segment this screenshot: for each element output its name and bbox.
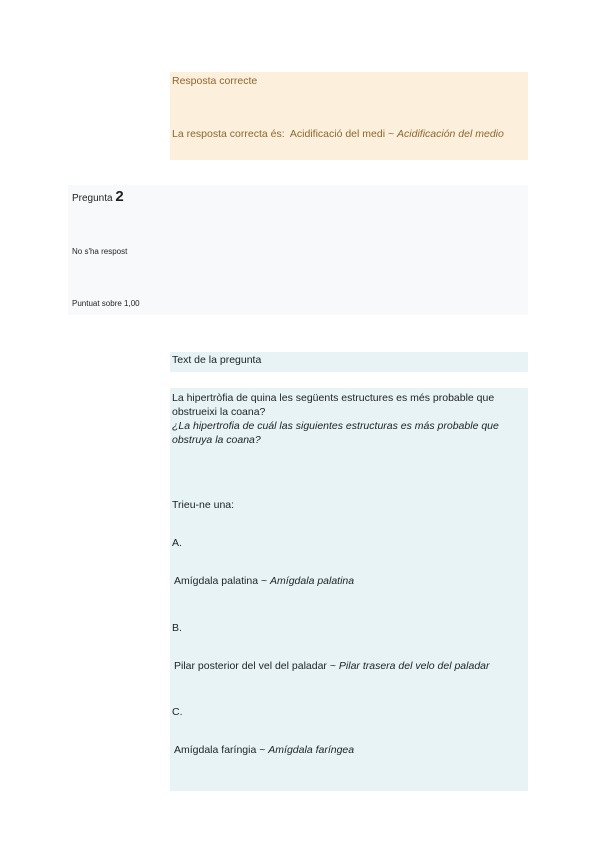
question-info-panel — [68, 185, 528, 315]
correct-answer-separator: ~ — [387, 128, 395, 140]
question-text-es: ¿La hipertrofia de cuál las siguientes estructuras es más probable que obstruya la coana? — [172, 420, 499, 446]
feedback-status: Resposta correcte — [172, 75, 258, 87]
question-label: Pregunta — [72, 193, 113, 204]
option-c-ca: Amígdala faríngia — [174, 744, 257, 756]
question-grade: Puntuat sobre 1,00 — [72, 299, 140, 308]
option-b[interactable] — [174, 660, 490, 672]
option-b-es: Pilar trasera del velo del paladar — [338, 660, 490, 672]
option-c-separator: ~ — [259, 744, 266, 756]
option-a-letter: A. — [172, 537, 182, 549]
option-b-letter: B. — [172, 622, 182, 634]
question-text-heading: Text de la pregunta — [170, 352, 528, 372]
correct-answer — [172, 127, 524, 142]
question-state: No s'ha respost — [72, 247, 128, 256]
option-a-es: Amígdala palatina — [270, 575, 355, 587]
feedback-panel — [170, 72, 528, 160]
question-text — [172, 391, 526, 447]
question-number — [72, 188, 124, 205]
question-text-ca: La hipertròfia de quina les següents estructures es més probable que obstrueixi la coana? — [172, 392, 495, 418]
option-c-es: Amígdala faríngea — [268, 744, 355, 756]
correct-answer-es: Acidificación del medio — [397, 128, 504, 140]
correct-answer-ca: Acidificació del medi — [289, 128, 386, 140]
question-content — [170, 388, 528, 791]
option-a-ca: Amígdala palatina — [174, 575, 259, 587]
option-a[interactable] — [174, 575, 354, 587]
option-c-letter: C. — [172, 706, 183, 718]
option-b-ca: Pilar posterior del vel del paladar — [174, 660, 327, 672]
correct-answer-prefix: La resposta correcta és: — [172, 128, 285, 140]
option-a-separator: ~ — [260, 575, 268, 587]
answer-prompt: Trieu-ne una: — [172, 499, 235, 511]
option-b-separator: ~ — [329, 660, 336, 672]
option-c[interactable] — [174, 744, 354, 756]
question-number-value: 2 — [115, 188, 124, 205]
